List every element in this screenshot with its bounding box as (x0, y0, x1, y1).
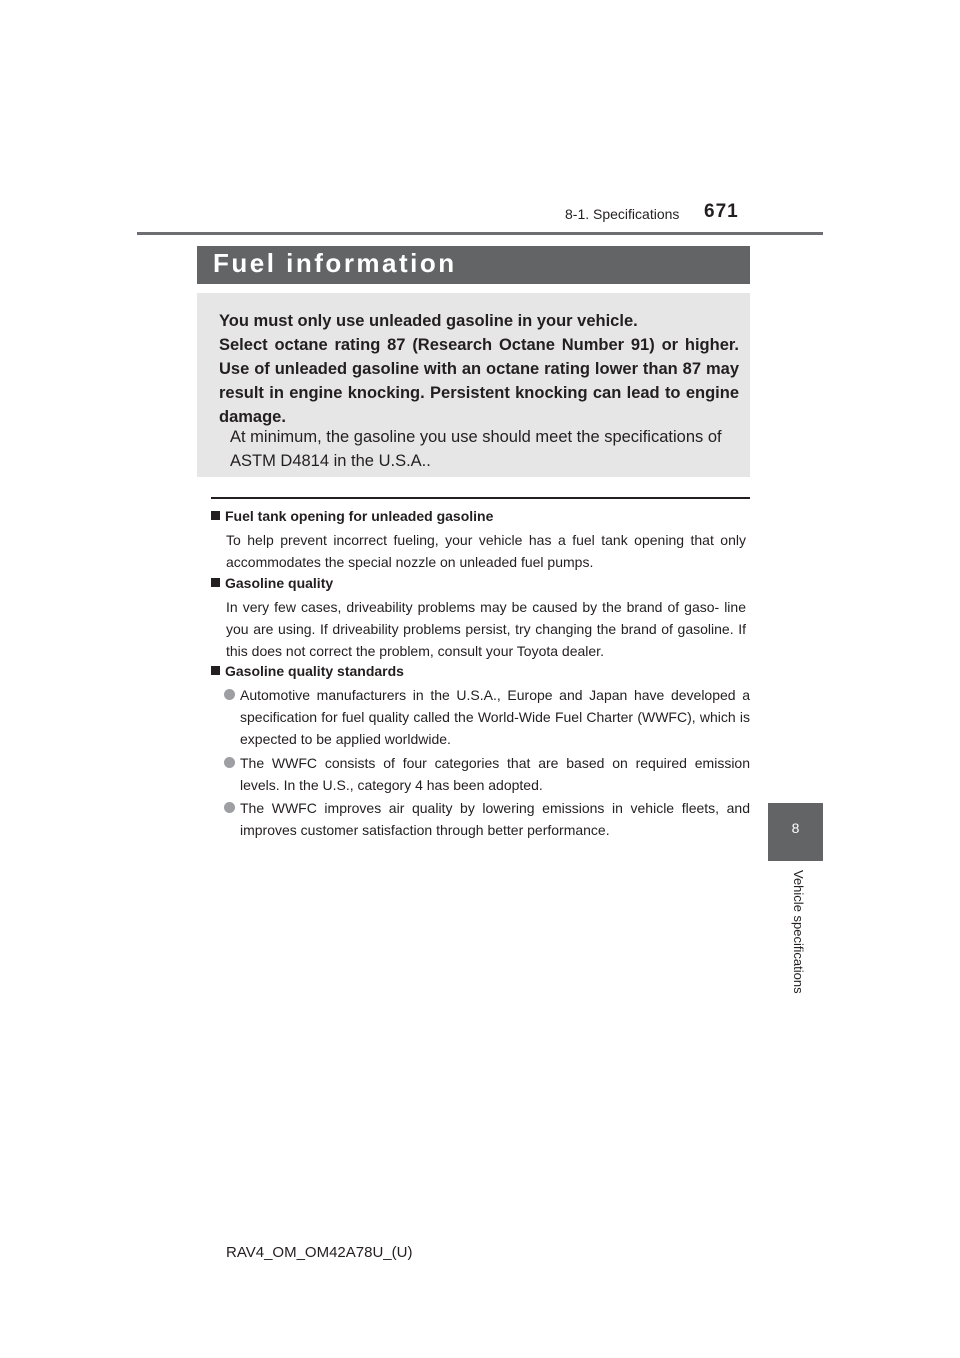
section-heading-quality-standards: Gasoline quality standards (211, 663, 404, 679)
intro-box (197, 293, 750, 477)
document-code: RAV4_OM_OM42A78U_(U) (226, 1244, 413, 1261)
section-heading-fuel-tank: Fuel tank opening for unleaded gasoline (211, 508, 493, 524)
section-body-fuel-tank: To help prevent incorrect fueling, your vehicle has a fuel tank opening that only accommodates the special nozzle on unleaded fuel pumps. (226, 532, 746, 570)
circle-bullet-icon (224, 802, 235, 813)
square-bullet-icon (211, 666, 220, 675)
intro-bold-text: You must only use unleaded gasoline in your vehicle. Select octane rating 87 (Research Octane Number 91) or higher. Use of unleaded gasoline with an octane rating lower than 87 may result in engine knocking. Persistent knocking can lead to engine damage. (219, 312, 739, 426)
section-body-gasoline-quality: In very few cases, driveability problems may be caused by the brand of gaso- line you are using. If driveability problems persist, try changing the brand of gasoline. If this does not correct the problem, consult your Toyota dealer. (226, 599, 746, 659)
intro-normal-text: At minimum, the gasoline you use should meet the specifications of ASTM D4814 in the U.S.A.. (230, 428, 722, 470)
circle-bullet-icon (224, 689, 235, 700)
section-breadcrumb: 8-1. Specifications (565, 206, 680, 222)
chapter-number: 8 (791, 820, 800, 836)
header-divider (137, 232, 823, 235)
square-bullet-icon (211, 511, 220, 520)
section-heading-gasoline-quality: Gasoline quality (211, 575, 333, 591)
chapter-tab[interactable] (768, 803, 823, 861)
page-number: 671 (704, 201, 739, 222)
page-title-bar (197, 246, 750, 284)
page-title: Fuel information (213, 248, 457, 278)
section-divider (211, 497, 750, 499)
circle-bullet-icon (224, 757, 235, 768)
square-bullet-icon (211, 578, 220, 587)
chapter-label: Vehicle specifications (791, 870, 806, 994)
